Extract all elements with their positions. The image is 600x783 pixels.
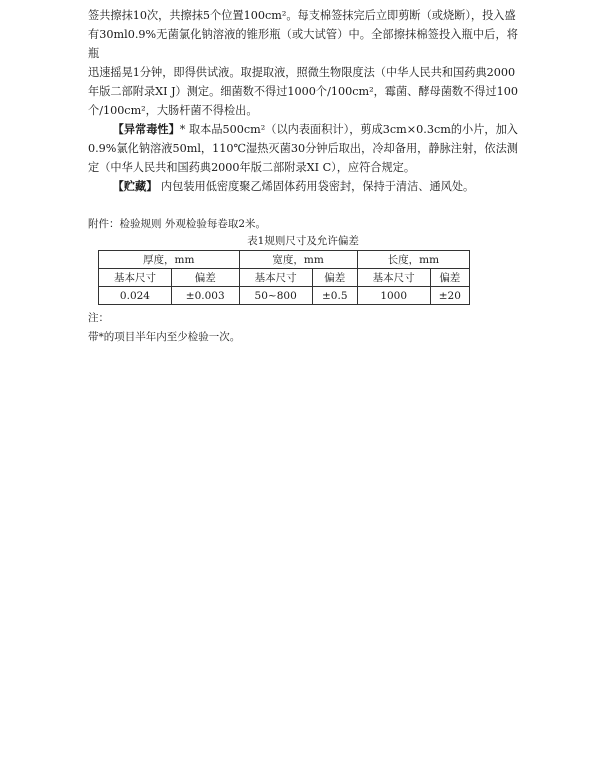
- sub-header-cell: 基本尺寸: [357, 269, 430, 287]
- document-page: [88, 6, 518, 345]
- table-cell: ±0.5: [312, 287, 357, 305]
- paragraph-line: 签共擦抹10次，共擦抹5个位置100cm²。每支棉签抹完后立即剪断（或烧断），投入盛: [88, 9, 516, 22]
- table-row: [99, 251, 470, 269]
- table-row: [99, 269, 470, 287]
- abnormal-toxicity-text: * 取本品500cm²（以内表面积计），剪成3cm×0.3cm的小片，加入0.9%氯化钠溶液50ml，110℃湿热灭菌30分钟后取出，冷却备用，静脉注射，依法测定（中华人民共和国药典2000年版二部附录XI C），应符合规定。: [88, 123, 518, 174]
- sub-header-cell: 基本尺寸: [239, 269, 312, 287]
- sub-header-cell: 偏差: [312, 269, 357, 287]
- table-cell: 1000: [357, 287, 430, 305]
- sub-header-cell: 基本尺寸: [99, 269, 172, 287]
- table-row: [99, 287, 470, 305]
- note-text: 带*的项目半年内至少检验一次。: [88, 331, 241, 343]
- storage-heading: 【贮藏】: [112, 179, 158, 193]
- storage-text: 内包装用低密度聚乙烯固体药用袋密封，保持于清洁、通风处。: [157, 180, 475, 193]
- paragraph-line: 迅速摇晃1分钟，即得供试液。取提取液，照微生物限度法（中华人民共和国药典2000: [88, 66, 516, 79]
- abnormal-toxicity-heading: 【异常毒性】: [112, 122, 180, 136]
- table-cell: 50~800: [239, 287, 312, 305]
- microbial-limit-paragraph: [88, 6, 518, 120]
- table-cell: ±20: [430, 287, 469, 305]
- sub-header-cell: 偏差: [171, 269, 239, 287]
- group-header-thickness: 厚度，mm: [99, 251, 240, 269]
- table-cell: ±0.003: [171, 287, 239, 305]
- group-header-width: 宽度，mm: [239, 251, 357, 269]
- group-header-length: 长度，mm: [357, 251, 469, 269]
- storage-paragraph: [88, 177, 518, 196]
- table-caption: 表1规则尺寸及允许偏差: [247, 235, 359, 247]
- paragraph-line: 年版二部附录XI J）测定。细菌数不得过1000个/100cm²，霉菌、酵母菌数不得过100: [88, 85, 518, 98]
- attachment-line: 附件：检验规则 外观检验每卷取2米。: [88, 218, 267, 230]
- dimension-tolerance-table: [98, 250, 470, 305]
- note-label: 注：: [88, 312, 109, 324]
- paragraph-line: 有30ml0.9%无菌氯化钠溶液的锥形瓶（或大试管）中。全部擦抹棉签投入瓶中后，将瓶: [88, 28, 518, 60]
- sub-header-cell: 偏差: [430, 269, 469, 287]
- paragraph-line: 个/100cm²，大肠杆菌不得检出。: [88, 104, 258, 117]
- abnormal-toxicity-paragraph: [88, 120, 518, 177]
- table-cell: 0.024: [99, 287, 172, 305]
